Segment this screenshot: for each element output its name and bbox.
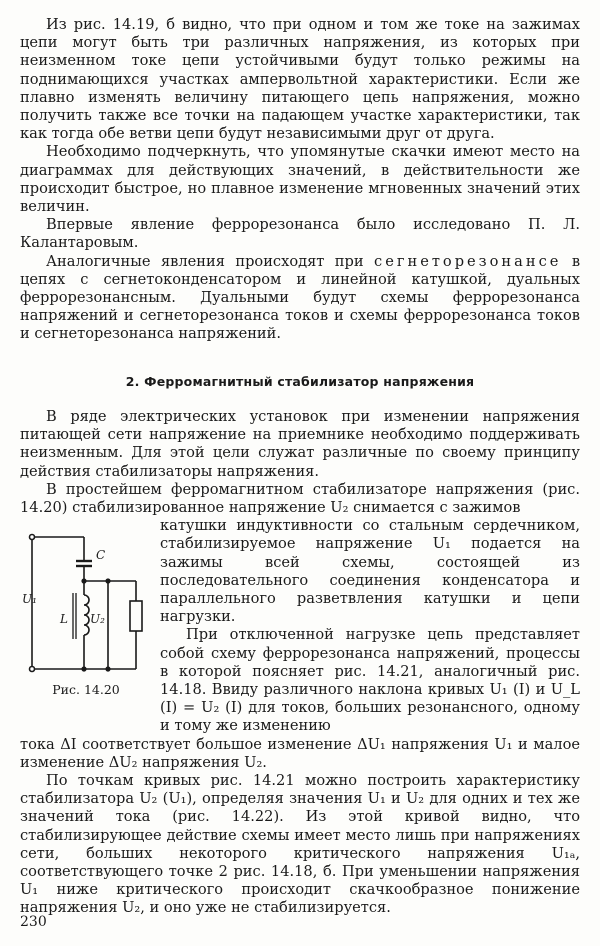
section-heading: 2. Ферромагнитный стабилизатор напряжения xyxy=(125,374,475,389)
paragraph-6-side: катушки индуктивности со стальным сердечником, стабилизируемое напряжение U₁ подается на зажимы всей схемы, состоящей из последовательного соединения конденсатора и параллельного разветвления катушки и цепи нагрузки. xyxy=(160,517,580,626)
p4-before: Аналогичные явления происходят при xyxy=(46,252,364,270)
paragraph-2: Необходимо подчеркнуть, что упомянутые скачки имеют место на диаграммах для действующих значений, в действительности же происходит быстрое, но плавное изменение мгновенных значений этих величин. xyxy=(20,143,580,216)
paragraph-8: По точкам кривых рис. 14.21 можно построить характеристику стабилизатора U₂ (U₁), определяя значения U₁ и U₂ для одних и тех же значений тока (рис. 14.22). Из этой кривой видно, что стабилизирующее действие схемы имеет место лишь при напряжениях сети, больших некоторого критического напряжения U₁ₐ, соответствующего точке 2 рис. 14.18, б. При уменьшении напряжения U₁ ниже критического происходит скачкообразное понижение напряжения U₂, и оно уже не стабилизируется. xyxy=(20,772,580,917)
figure-14-20 xyxy=(20,517,152,705)
paragraph-7-tail: тока ΔI соответствует большое изменение ΔU₁ напряжения U₁ и малое изменение ΔU₂ напряжения U₂. xyxy=(20,735,580,771)
label-l: L xyxy=(60,612,68,627)
label-u1: U₁ xyxy=(22,592,37,607)
page-number: 230 xyxy=(20,914,47,930)
paragraph-6-first: В простейшем ферромагнитном стабилизаторе напряжения (рис. 14.20) стабилизированное напряжение U₂ снимается с зажимов xyxy=(20,480,580,517)
terminal-top-icon xyxy=(30,535,35,540)
p4-after: в цепях с сегнетоконденсатором и линейной катушкой, дуальных феррорезонансным. Дуальными будут схемы феррорезонанса напряжений и сегнеторезонанса токов и схемы феррорезонанса токов и сегнеторезонанса напряжений. xyxy=(20,252,581,343)
paragraph-5: В ряде электрических установок при изменении напряжения питающей сети напряжение на приемнике необходимо поддерживать неизменным. Для этой цели служат различные по своему принципу действия стабилизаторы напряжения. xyxy=(20,408,580,480)
figure-caption: Рис. 14.20 xyxy=(52,682,120,698)
circuit-diagram xyxy=(22,531,150,679)
paragraph-3: Впервые явление феррорезонанса было исследовано П. Л. Калантаровым. xyxy=(20,216,580,252)
text-block-section xyxy=(20,408,580,918)
terminal-bottom-icon xyxy=(30,667,35,672)
figure-side-text xyxy=(152,517,580,735)
text-block-top xyxy=(20,16,580,344)
label-c: C xyxy=(96,548,106,563)
paragraph-7-side: При отключенной нагрузке цепь представляет собой схему феррорезонанса напряжений, процессы в которой поясняет рис. 14.21, аналогичный рис. 14.18. Ввиду различного наклона кривых U₁ (I) и U_L (I) = U₂ (I) для токов, больших резонансного, одному и тому же изменению xyxy=(160,626,580,735)
figure-row xyxy=(20,517,580,735)
p4-spaced-term: сегнеторезонансе xyxy=(374,252,562,270)
label-u2: U₂ xyxy=(90,612,105,627)
paragraph-4 xyxy=(20,253,580,344)
paragraph-1: Из рис. 14.19, б видно, что при одном и том же токе на зажимах цепи могут быть три различных напряжения, из которых при неизменном токе цепи устойчивыми будут только режимы на поднимающихся участках ампервольтной характеристики. Если же плавно изменять величину питающего цепь напряжения, можно получить также все точки на падающем участке характеристики, так как тогда обе ветви цепи будут независимыми друг от друга. xyxy=(20,16,580,143)
